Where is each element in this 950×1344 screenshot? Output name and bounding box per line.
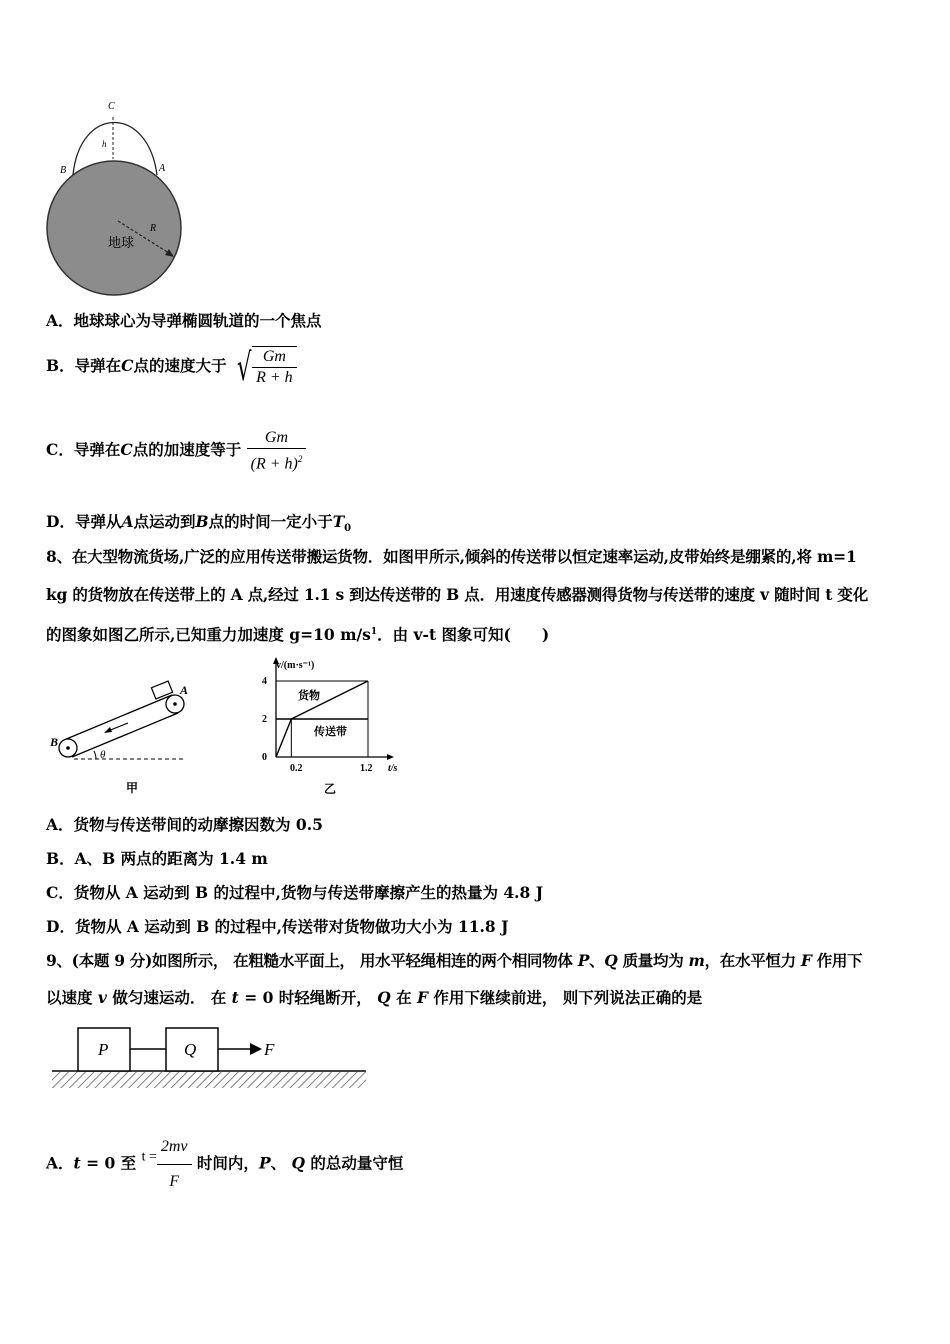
q7-option-d-mid1: 点运动到 bbox=[133, 512, 196, 531]
theta-arc bbox=[94, 751, 96, 759]
q8-option-c: C．货物从 A 运动到 B 的过程中,货物与传送带摩擦产生的热量为 4.8 J bbox=[46, 883, 544, 902]
q7-option-b-numerator: Gm bbox=[262, 348, 286, 365]
q9-var-v: v bbox=[97, 988, 107, 1007]
q7-option-b-pre: B．导弹在 bbox=[46, 356, 122, 375]
q9-opt-a-sep: 、 bbox=[270, 1153, 292, 1173]
q9-line2-post: 作用下继续前进， 则下列说法正确的是 bbox=[427, 988, 703, 1007]
q7-option-c-pre: C．导弹在 bbox=[46, 440, 121, 460]
q8-option-d: D．货物从 A 运动到 B 的过程中,传送带对货物做功大小为 11.8 J bbox=[46, 917, 509, 936]
label-p: P bbox=[98, 1040, 109, 1059]
earth-circle bbox=[47, 161, 181, 295]
blocks-figure bbox=[50, 1022, 370, 1094]
q7-option-d bbox=[46, 512, 351, 539]
q9-line1-mid: 质量均为 bbox=[617, 951, 689, 970]
q7-option-c-denominator: (R + h) bbox=[250, 455, 298, 473]
q9-opt-a-eq: = 0 至 bbox=[80, 1153, 137, 1173]
vt-xlabel: t/s bbox=[388, 763, 398, 774]
q7-option-d-sub: 0 bbox=[344, 523, 352, 535]
q9-var-p: P bbox=[577, 951, 590, 970]
q7-option-d-pre: D．导弹从 bbox=[46, 512, 122, 531]
q8-line-2: kg 的货物放在传送带上的 A 点,经过 1.1 s 到达传送带的 B 点．用速度传感器测得货物与传送带的速度 v 随时间 t 变化 bbox=[46, 585, 869, 604]
pulley-b-center bbox=[66, 746, 70, 750]
q7-option-c-denominator-wrap bbox=[247, 448, 307, 474]
q7-option-d-var3: T bbox=[332, 512, 345, 531]
label-h: h bbox=[102, 139, 107, 149]
q8-line-3 bbox=[46, 622, 549, 645]
q9-line2-mid3: 在 bbox=[390, 988, 417, 1007]
q7-option-d-var2: B bbox=[195, 512, 209, 531]
q9-opt-a-pre: A． bbox=[46, 1153, 74, 1173]
q9-sep: 、 bbox=[589, 951, 605, 970]
vt-label-belt: 传送带 bbox=[314, 725, 347, 738]
q7-option-b bbox=[46, 346, 297, 388]
vt-xtick-12: 1.2 bbox=[360, 763, 373, 774]
q9-opt-a-t: t = bbox=[141, 1149, 157, 1165]
vt-ytick-2: 2 bbox=[262, 714, 267, 725]
label-earth: 地球 bbox=[108, 236, 135, 251]
q7-option-c bbox=[46, 428, 306, 474]
q9-opt-a-post2: 的总动量守恒 bbox=[305, 1153, 404, 1173]
q9-line2-mid2: = 0 时轻绳断开， bbox=[238, 988, 378, 1007]
q9-opt-a-numerator: 2mv bbox=[160, 1138, 188, 1155]
vt-xtick-02: 0.2 bbox=[290, 763, 303, 774]
label-q: Q bbox=[184, 1040, 197, 1059]
conveyor-figure-jia bbox=[46, 676, 196, 798]
force-arrow-head bbox=[250, 1043, 262, 1055]
vt-ytick-4: 4 bbox=[262, 676, 267, 687]
q7-option-b-var: C bbox=[121, 356, 134, 375]
q9-var-q: Q bbox=[604, 951, 618, 970]
vt-x-arrow bbox=[387, 754, 394, 760]
q9-option-a bbox=[46, 1130, 403, 1199]
label-theta: θ bbox=[100, 749, 106, 761]
vt-chart-yi bbox=[252, 653, 412, 798]
label-f: F bbox=[264, 1040, 275, 1059]
vt-caption: 乙 bbox=[324, 782, 337, 796]
vt-ylabel: v/(m·s⁻¹) bbox=[276, 660, 315, 671]
q9-line-1 bbox=[46, 951, 862, 971]
q8-line-3-pre: 的图象如图乙所示,已知重力加速度 g=10 m/s bbox=[46, 625, 371, 645]
q8-line-1: 8、在大型物流货场,广泛的应用传送带搬运货物．如图甲所示,倾斜的传送带以恒定速率运动,皮带始终是绷紧的,将 m=1 bbox=[46, 547, 857, 566]
label-a: A bbox=[180, 683, 189, 697]
q7-option-c-var: C bbox=[120, 440, 133, 460]
q9-var-m: m bbox=[688, 951, 705, 970]
q7-option-c-post: 点的加速度等于 bbox=[132, 440, 242, 460]
q8-line-3-post: ．由 v-t 图象可知( ) bbox=[377, 625, 550, 645]
label-r: R bbox=[150, 223, 157, 234]
vt-marks bbox=[276, 681, 368, 757]
q9-line1-pre: 9、(本题 9 分)如图所示， 在粗糙水平面上， 用水平轻绳相连的两个相同物体 bbox=[46, 951, 578, 970]
q7-option-b-post: 点的速度大于 bbox=[133, 356, 227, 375]
motion-arrow-head bbox=[104, 727, 112, 733]
vt-axes bbox=[273, 657, 394, 760]
q9-line1-mid2: ，在水平恒力 bbox=[704, 951, 801, 970]
q9-opt-a-var-t: t bbox=[73, 1153, 81, 1173]
q7-option-a: A．地球球心为导弹椭圆轨道的一个焦点 bbox=[46, 311, 322, 330]
q9-line2-mid: 做匀速运动． 在 bbox=[106, 988, 232, 1007]
label-b: B bbox=[50, 735, 59, 749]
label-c: C bbox=[108, 101, 115, 112]
q7-option-d-var1: A bbox=[121, 512, 134, 531]
q7-option-b-denominator: R + h bbox=[252, 367, 297, 388]
vt-label-goods: 货物 bbox=[298, 689, 320, 702]
label-a: A bbox=[159, 163, 166, 174]
q7-option-d-mid2: 点的时间一定小于 bbox=[208, 512, 333, 531]
q9-var-q2: Q bbox=[377, 988, 391, 1007]
q9-opt-a-post: 时间内， bbox=[191, 1153, 259, 1173]
q8-line-3-sup: 1 bbox=[370, 627, 378, 637]
q7-option-c-exponent: 2 bbox=[297, 454, 303, 464]
q9-opt-a-var-p: P bbox=[258, 1153, 271, 1173]
q9-var-t: t bbox=[231, 988, 239, 1007]
q9-opt-a-denominator: F bbox=[157, 1164, 192, 1199]
q7-option-c-numerator: Gm bbox=[264, 429, 289, 446]
q9-line-2 bbox=[46, 988, 702, 1008]
pulley-a-center bbox=[173, 702, 177, 706]
q9-line1-post: 作用下 bbox=[811, 951, 863, 970]
label-b: B bbox=[60, 165, 67, 176]
q9-line2-pre: 以速度 bbox=[46, 988, 98, 1007]
q9-var-f: F bbox=[800, 951, 812, 970]
vt-ytick-0: 0 bbox=[262, 752, 267, 763]
q9-opt-a-var-q: Q bbox=[291, 1153, 306, 1173]
sqrt-expression: √ $\frac{Gm}{R + h}$ bbox=[232, 346, 297, 388]
q8-option-b: B．A、B 两点的距离为 1.4 m bbox=[46, 849, 268, 868]
earth-missile-figure bbox=[40, 95, 200, 305]
q8-option-a: A．货物与传送带间的动摩擦因数为 0.5 bbox=[46, 815, 323, 834]
caption-jia: 甲 bbox=[126, 781, 139, 795]
q9-var-f2: F bbox=[416, 988, 428, 1007]
belt-bottom bbox=[72, 713, 178, 757]
ground-hatch bbox=[52, 1072, 366, 1088]
belt-top bbox=[64, 695, 172, 740]
